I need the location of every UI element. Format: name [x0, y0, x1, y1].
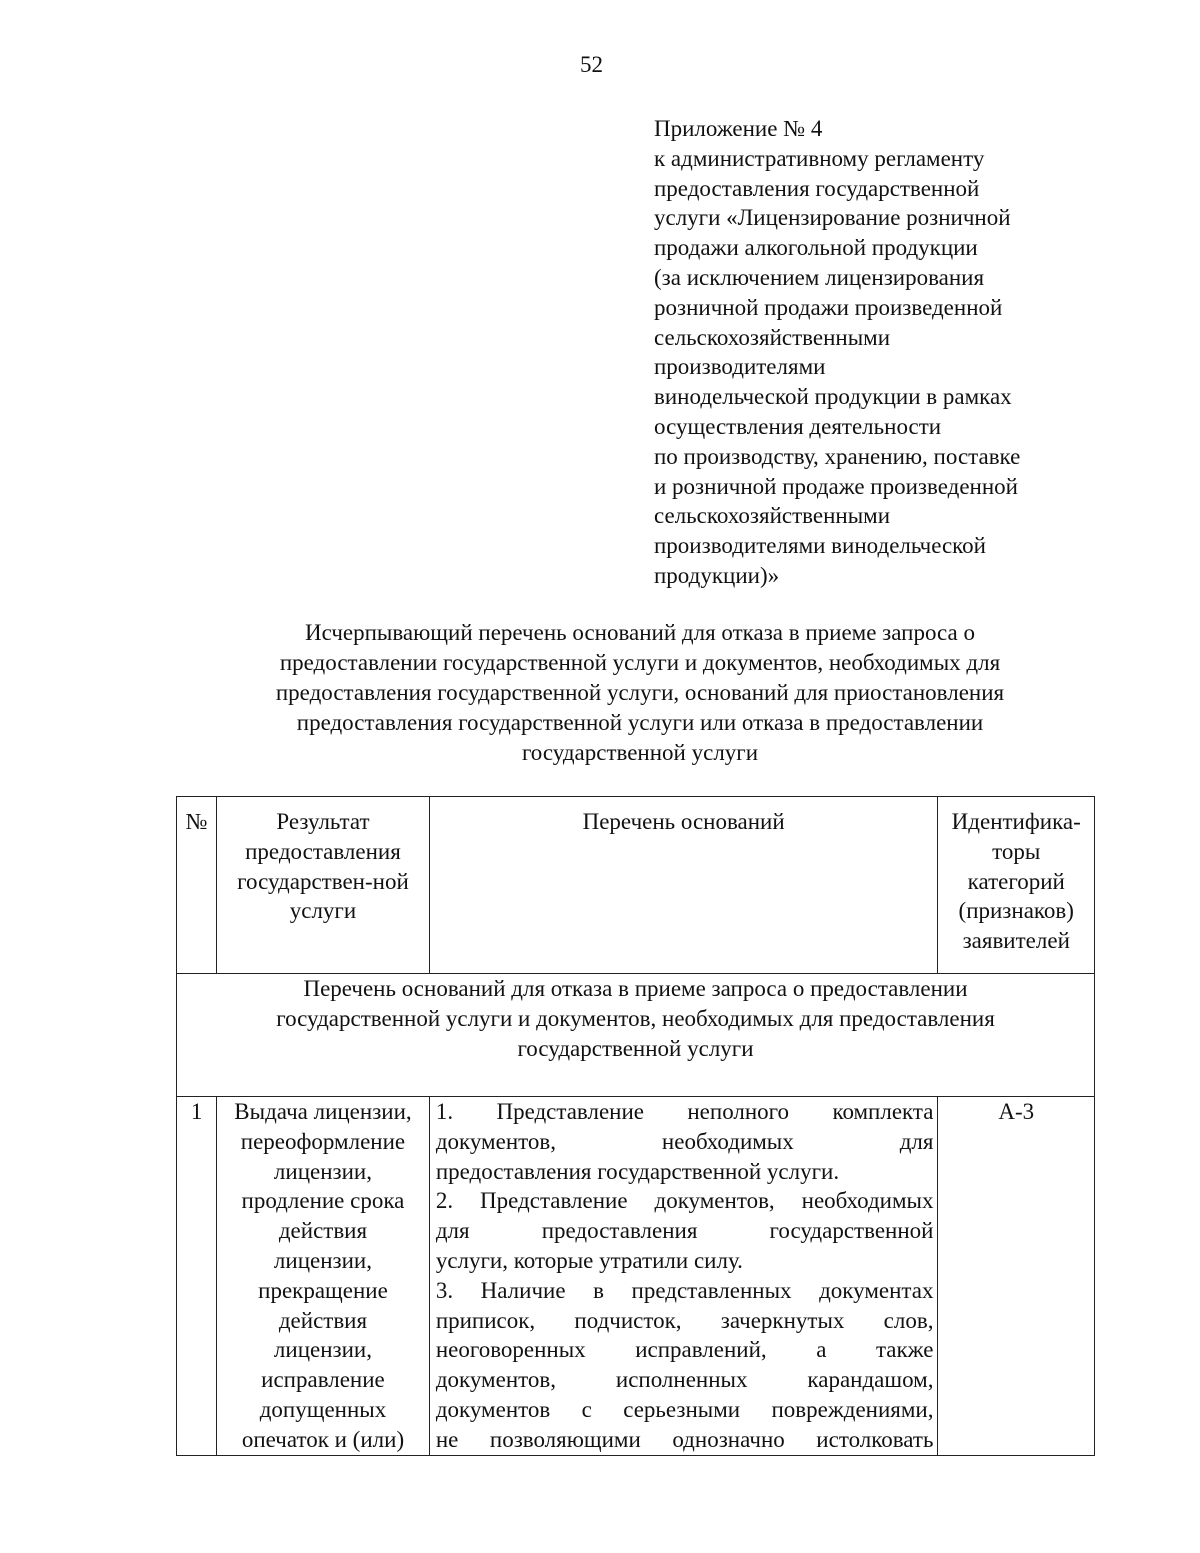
result-line: действия [278, 1218, 368, 1244]
grounds-line: для предоставления государственной [435, 1218, 934, 1244]
result-line: лицензии, [273, 1158, 372, 1184]
header-result-line: государствен-ной [237, 868, 409, 894]
appendix-line: розничной продажи произведенной [654, 294, 1003, 320]
row-identifier: А-3 [938, 1097, 1095, 1456]
grounds-line: неоговоренных исправлений, а также [435, 1337, 934, 1363]
header-id-line: Идентифика- [951, 809, 1081, 834]
header-result-line: Результат [276, 809, 370, 834]
result-line: прекращение [258, 1277, 388, 1303]
appendix-line: по производству, хранению, поставке [654, 443, 1021, 469]
grounds-line: 2. Представление документов, необходимых [435, 1188, 934, 1214]
title-line: предоставлении государственной услуги и документов, необходимых для [279, 650, 1001, 675]
document-title [200, 618, 1080, 768]
grounds-line: 1. Представление неполного комплекта [435, 1099, 934, 1124]
result-line: продление срока [241, 1188, 405, 1214]
appendix-line: предоставления государственной [654, 175, 980, 201]
section-line: государственной услуги [517, 1035, 754, 1061]
result-line: опечаток и (или) [241, 1426, 405, 1452]
appendix-line: услуги «Лицензирование розничной [654, 205, 1011, 231]
section-line: государственной услуги и документов, необходимых для предоставления [276, 1005, 995, 1031]
title-line: Исчерпывающий перечень оснований для отказа в приеме запроса о [304, 620, 976, 645]
appendix-line: (за исключением лицензирования [654, 264, 985, 290]
appendix-line: производителями винодельческой [654, 533, 986, 559]
header-id-line: категорий [967, 868, 1065, 894]
appendix-line: осуществления деятельности [654, 413, 942, 439]
header-number: № [177, 797, 217, 974]
grounds-table [176, 796, 1095, 1456]
grounds-line: не позволяющими однозначно истолковать [435, 1426, 934, 1452]
row-number: 1 [177, 1097, 217, 1456]
table-header-row [177, 797, 1095, 974]
header-result [217, 797, 430, 974]
appendix-line: продукции)» [654, 562, 780, 588]
grounds-line: предоставления государственной услуги. [435, 1158, 840, 1184]
row-grounds-list [429, 1097, 938, 1456]
row-result [217, 1097, 430, 1456]
header-result-line: предоставления [245, 838, 401, 864]
result-line: исправление [261, 1367, 385, 1393]
result-line: допущенных [259, 1396, 387, 1422]
appendix-line: к административному регламенту [654, 145, 985, 171]
appendix-line: и розничной продаже произведенной [654, 473, 1018, 499]
grounds-line: 3. Наличие в представленных документах [435, 1277, 934, 1303]
result-line: действия [278, 1307, 368, 1333]
grounds-line: приписок, подчисток, зачеркнутых слов, [435, 1307, 934, 1333]
appendix-line: производителями [654, 354, 826, 380]
grounds-line: документов, исполненных карандашом, [435, 1367, 934, 1393]
header-id-line: торы [992, 838, 1041, 864]
grounds-line: услуги, которые утратили силу. [435, 1247, 743, 1273]
section-heading [177, 974, 1095, 1097]
appendix-caption [654, 114, 1154, 591]
result-line: переоформление [240, 1128, 406, 1154]
title-line: предоставления государственной услуги, оснований для приостановления [275, 680, 1005, 705]
header-result-line: услуги [289, 898, 357, 924]
appendix-line: сельскохозяйственными [654, 324, 891, 350]
title-line: предоставления государственной услуги или отказа в предоставлении [296, 710, 984, 735]
result-line: лицензии, [273, 1247, 372, 1273]
title-line: государственной услуги [521, 740, 759, 765]
header-identifiers [938, 797, 1095, 974]
appendix-line: сельскохозяйственными [654, 503, 891, 529]
header-id-line: (признаков) [958, 898, 1074, 924]
table-row [177, 1097, 1095, 1456]
appendix-line: Приложение № 4 [654, 116, 823, 141]
header-id-line: заявителей [962, 928, 1070, 954]
appendix-line: продажи алкогольной продукции [654, 235, 978, 261]
header-list: Перечень оснований [429, 797, 938, 974]
section-row [177, 974, 1095, 1097]
grounds-line: документов, необходимых для [435, 1128, 934, 1154]
result-line: Выдача лицензии, [234, 1099, 412, 1124]
appendix-line: винодельческой продукции в рамках [654, 384, 1012, 410]
grounds-line: документов с серьезными повреждениями, [435, 1396, 934, 1422]
page-number: 52 [580, 52, 603, 77]
result-line: лицензии, [273, 1337, 372, 1363]
section-line: Перечень оснований для отказа в приеме запроса о предоставлении [303, 976, 968, 1001]
